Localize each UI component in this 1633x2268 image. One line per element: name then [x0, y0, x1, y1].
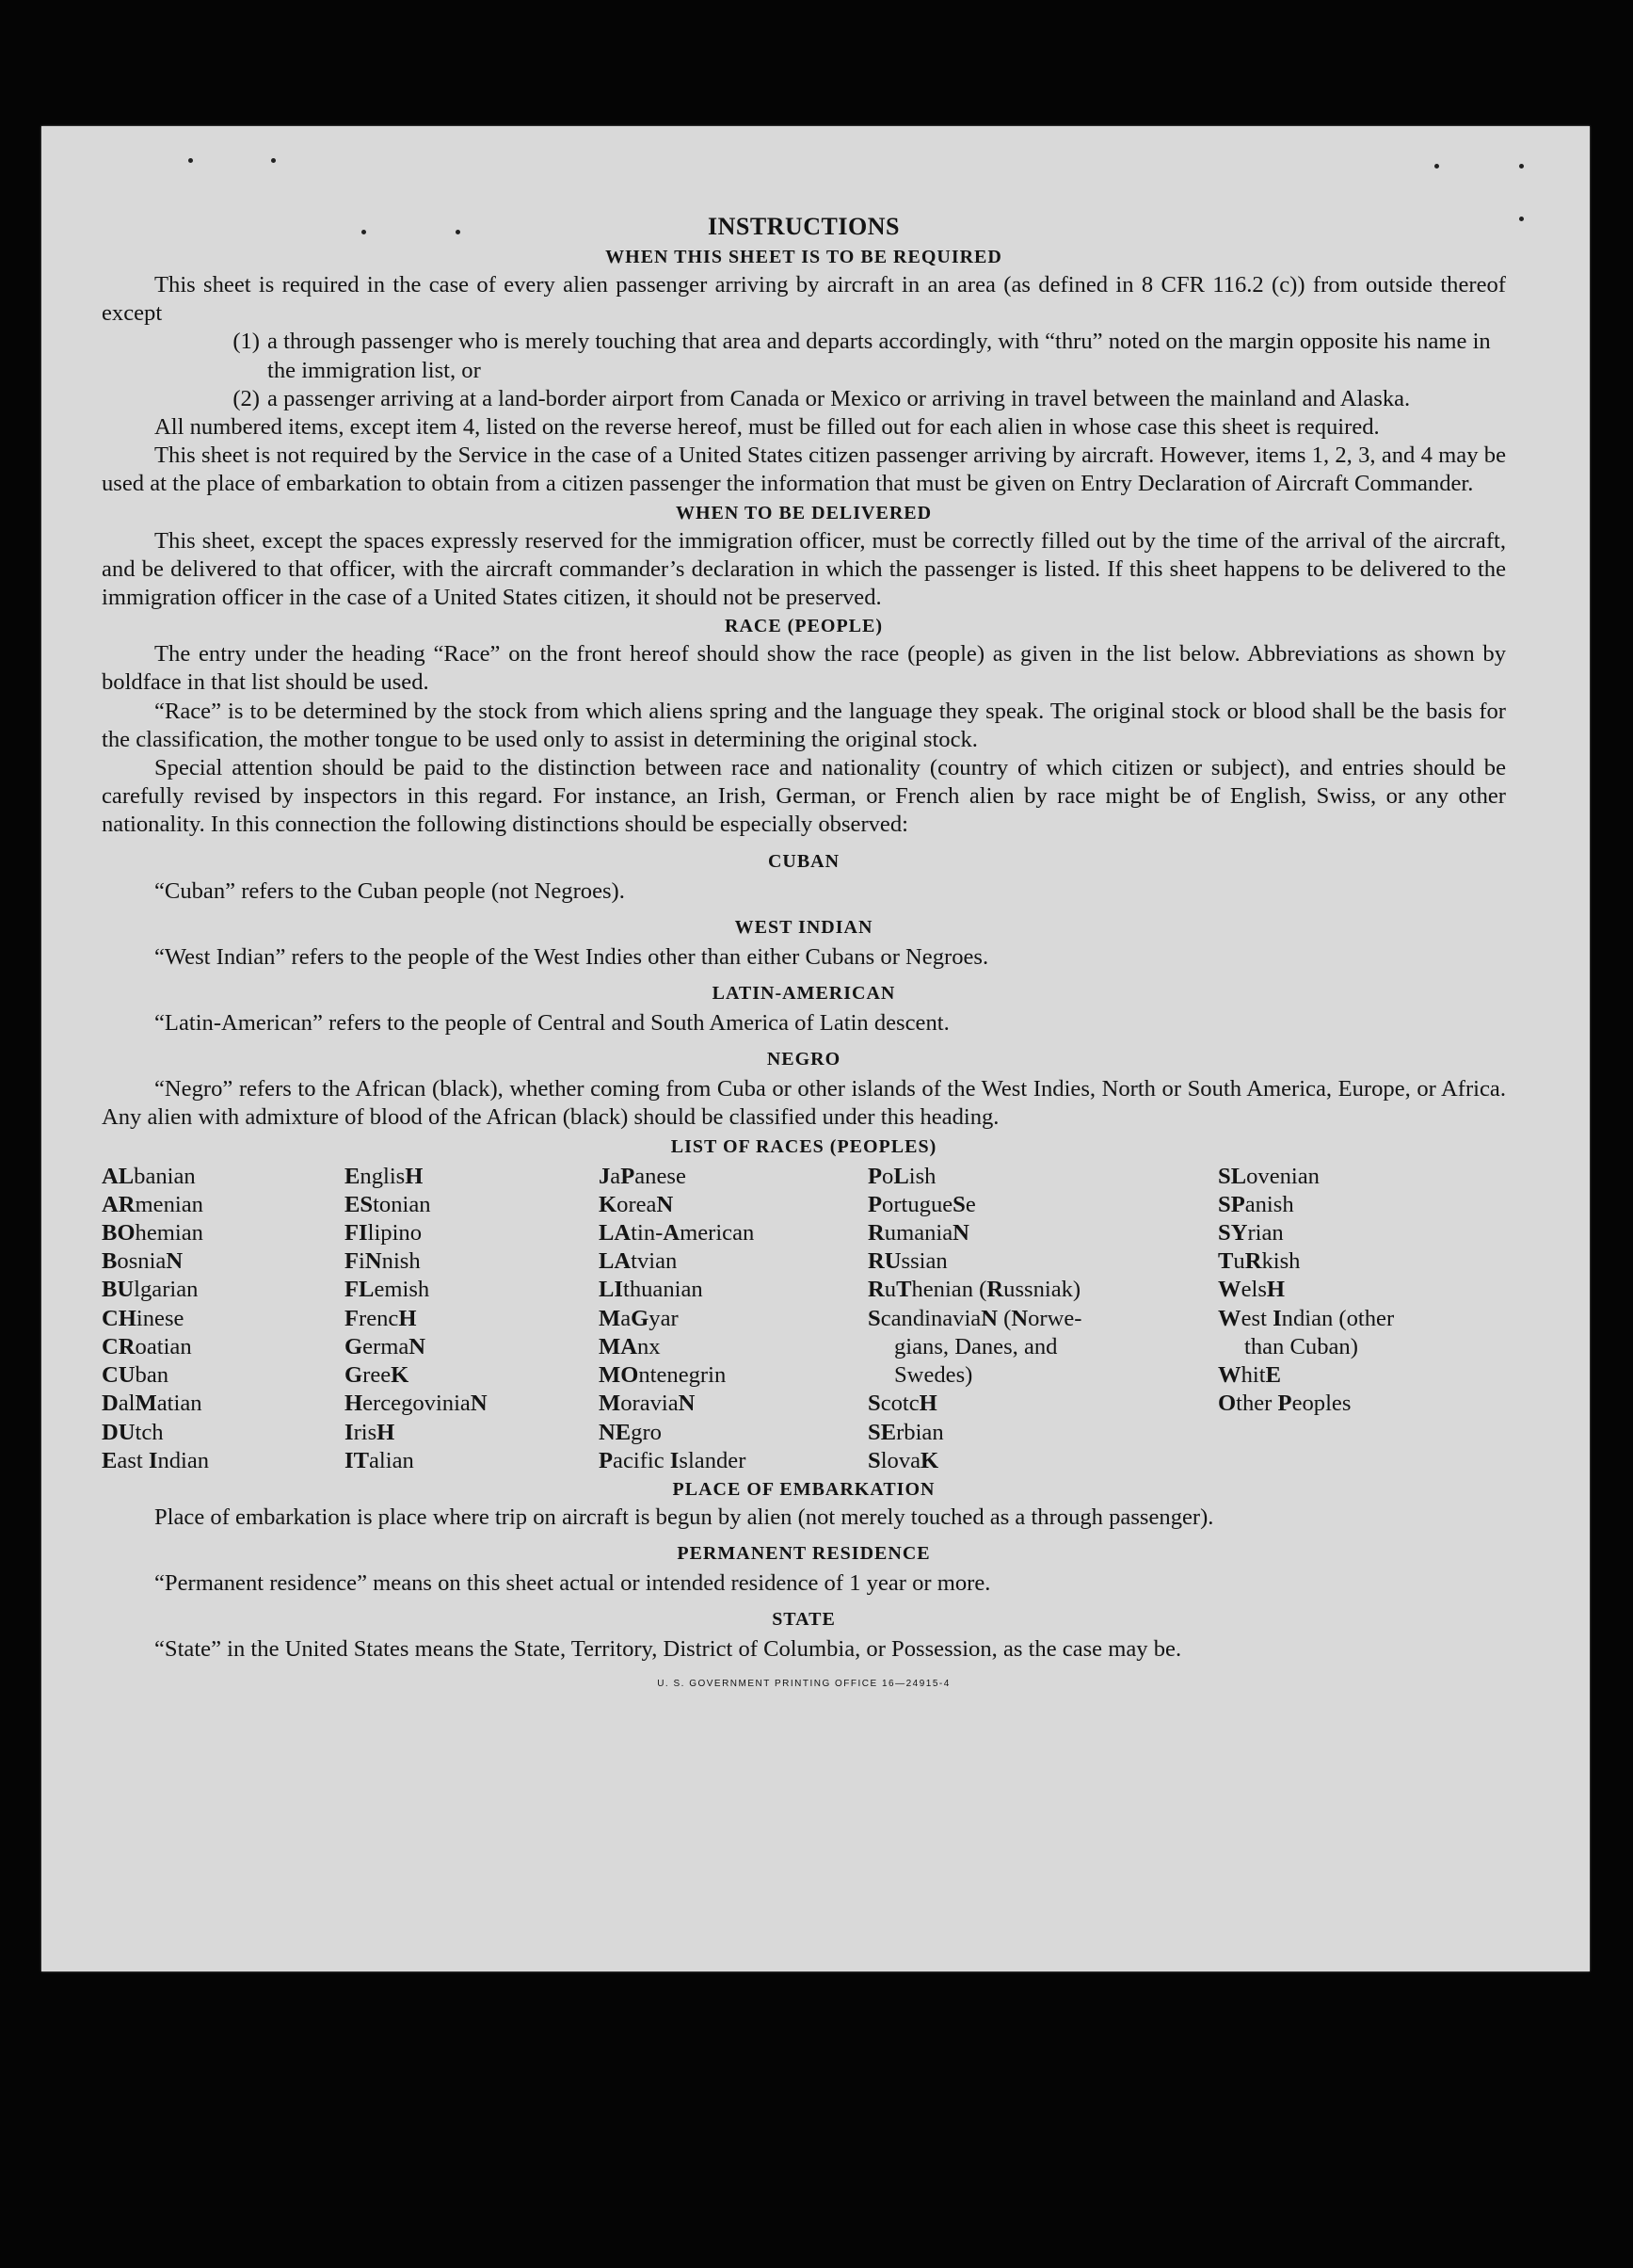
race-item: KoreaN [599, 1191, 674, 1217]
heading-negro: NEGRO [766, 1049, 841, 1070]
race-item: EnglisH [344, 1163, 424, 1189]
race-item: LAtin-American [599, 1220, 755, 1247]
race-item: GermaN [344, 1333, 426, 1359]
race-item: BUlgarian [102, 1277, 199, 1303]
race-item: Other Peoples [1218, 1391, 1352, 1417]
paragraph: Special attention should be paid to the distinction between race and nationality (country of which citizen or subject), and entries should be carefully revised by inspectors in this regard. For instance, an Irish, German, or French alien by race might be of English, Swiss, or any other nationality. In this connection the following distinctions should be especially observed: [102, 755, 1506, 838]
race-item: Pacific Islander [599, 1447, 746, 1473]
race-item: SPanish [1218, 1191, 1294, 1217]
paragraph: The entry under the heading “Race” on the front hereof should show the race (people) as given in the list below. Abbreviations as shown by boldface in that list should be used. [102, 641, 1506, 696]
paragraph: “Negro” refers to the African (black), whether coming from Cuba or other islands of the West Indies, North or South America, Europe, or Africa. Any alien with admixture of blood of the African (black) should be classified under this heading. [102, 1076, 1506, 1131]
paragraph: “Race” is to be determined by the stock from which aliens spring and the language they speak. The original stock or blood shall be the basis for the classification, the mother tongue to be used only to assist in determining the original stock. [102, 698, 1506, 752]
heading-when-required: WHEN THIS SHEET IS TO BE REQUIRED [605, 247, 1002, 267]
race-item: FLemish [344, 1277, 430, 1303]
race-item: HercegoviniaN [344, 1391, 488, 1417]
race-item: MaGyar [599, 1305, 679, 1331]
race-item: ScandinaviaN (Norwe- [868, 1305, 1082, 1331]
race-item: ScotcH [868, 1391, 937, 1417]
item-text: a through passenger who is merely touching that area and departs accordingly, with “thru” noted on the margin opposite his name in the immigration list, or [267, 329, 1491, 383]
race-item: DUtch [102, 1419, 164, 1445]
races-column [599, 1163, 868, 1475]
race-item: CRoatian [102, 1333, 192, 1359]
races-column [344, 1163, 599, 1475]
instructions-content [102, 211, 1506, 1698]
race-item: PortugueSe [868, 1191, 976, 1217]
races-column [1218, 1163, 1506, 1475]
races-list [102, 1163, 1506, 1475]
race-item: CUban [102, 1362, 169, 1389]
paragraph: This sheet is required in the case of every alien passenger arriving by aircraft in an area (as defined in 8 CFR 116.2 (c)) from outside thereof except [102, 272, 1506, 327]
paragraph: All numbered items, except item 4, listed on the reverse hereof, must be filled out for each alien in whose case this sheet is required. [154, 414, 1380, 441]
item-number: (2) [232, 385, 260, 411]
race-item: SYrian [1218, 1220, 1284, 1247]
race-item: NEgro [599, 1419, 662, 1445]
race-item: EStonian [344, 1191, 431, 1217]
race-item: GreeK [344, 1362, 409, 1389]
race-item: MAnx [599, 1333, 661, 1359]
race-item: SlovaK [868, 1447, 939, 1473]
race-item: RumaniaN [868, 1220, 969, 1247]
race-item: LAtvian [599, 1248, 678, 1275]
race-item: LIthuanian [599, 1277, 703, 1303]
race-item: IrisH [344, 1419, 395, 1445]
race-item: RuThenian (Russniak) [868, 1277, 1081, 1303]
heading-latin-american: LATIN-AMERICAN [712, 983, 896, 1005]
list-item [102, 328, 1506, 384]
list-item [102, 385, 1506, 413]
speck [271, 158, 276, 163]
race-item: than Cuban) [1244, 1333, 1358, 1359]
heading-embarkation: PLACE OF EMBARKATION [672, 1478, 936, 1500]
heading-permanent-residence: PERMANENT RESIDENCE [677, 1543, 931, 1565]
speck [1434, 164, 1439, 169]
race-item: Swedes) [894, 1362, 973, 1389]
paragraph: This sheet, except the spaces expressly reserved for the immigration officer, must be correctly filled out by the time of the arrival of the aircraft, and be delivered to that officer, with the aircraft commander’s declaration in which the passenger is listed. If this sheet happens to be delivered to the immigration officer in the case of a United States citizen, it should not be preserved. [102, 527, 1506, 611]
race-item: ITalian [344, 1447, 414, 1473]
race-item: FIlipino [344, 1220, 422, 1247]
heading-state: STATE [772, 1609, 836, 1631]
item-text: a passenger arriving at a land-border airport from Canada or Mexico or arriving in travel between the mainland and Alaska. [267, 385, 1411, 411]
heading-cuban: CUBAN [767, 850, 841, 872]
races-column [868, 1163, 1218, 1475]
race-item: DalMatian [102, 1391, 202, 1417]
paragraph: “Permanent residence” means on this sheet actual or intended residence of 1 year or more. [154, 1570, 991, 1597]
paragraph: This sheet is not required by the Service in the case of a United States citizen passenger arriving by aircraft. However, items 1, 2, 3, and 4 may be used at the place of embarkation to obtain from a citizen passenger the information that must be given on Entry Declaration of Aircraft Commander. [102, 442, 1506, 497]
paragraph: “West Indian” refers to the people of the West Indies other than either Cubans or Negroes. [154, 943, 989, 970]
heading-list-of-races: LIST OF RACES (PEOPLES) [670, 1135, 937, 1157]
item-number: (1) [232, 329, 260, 355]
races-column [102, 1163, 344, 1475]
page-title: INSTRUCTIONS [708, 213, 900, 240]
race-item: CHinese [102, 1305, 184, 1331]
paragraph: “Cuban” refers to the Cuban people (not Negroes). [154, 877, 625, 904]
speck [1519, 164, 1524, 169]
heading-race: RACE (PEOPLE) [725, 616, 883, 637]
race-item: BOhemian [102, 1220, 203, 1247]
race-item: WelsH [1218, 1277, 1286, 1303]
race-item: FrencH [344, 1305, 417, 1331]
race-item: gians, Danes, and [894, 1333, 1058, 1359]
speck [1519, 217, 1524, 221]
race-item: SLovenian [1218, 1163, 1320, 1189]
race-item: PoLish [868, 1163, 937, 1189]
paragraph: “State” in the United States means the State, Territory, District of Columbia, or Possession, as the case may be. [154, 1636, 1182, 1663]
race-item: East Indian [102, 1447, 210, 1473]
race-item: ARmenian [102, 1191, 203, 1217]
race-item: MoraviaN [599, 1391, 696, 1417]
race-item: MOntenegrin [599, 1362, 727, 1389]
printer-imprint: U. S. GOVERNMENT PRINTING OFFICE 16—24915-4 [657, 1678, 951, 1689]
paragraph: “Latin-American” refers to the people of Central and South America of Latin descent. [154, 1010, 950, 1037]
heading-when-delivered: WHEN TO BE DELIVERED [675, 502, 933, 523]
race-item: RUssian [868, 1248, 948, 1275]
race-item: TuRkish [1218, 1248, 1301, 1275]
speck [188, 158, 193, 163]
race-item: FiNnish [344, 1248, 421, 1275]
race-item: JaPanese [599, 1163, 686, 1189]
race-item: WhitE [1218, 1362, 1281, 1389]
race-item: West Indian (other [1218, 1305, 1395, 1331]
paragraph: Place of embarkation is place where trip on aircraft is begun by alien (not merely touched as a through passenger). [154, 1504, 1214, 1530]
race-item: SErbian [868, 1419, 944, 1445]
race-item: ALbanian [102, 1163, 196, 1189]
heading-west-indian: WEST INDIAN [734, 916, 873, 938]
race-item: BosniaN [102, 1248, 184, 1275]
